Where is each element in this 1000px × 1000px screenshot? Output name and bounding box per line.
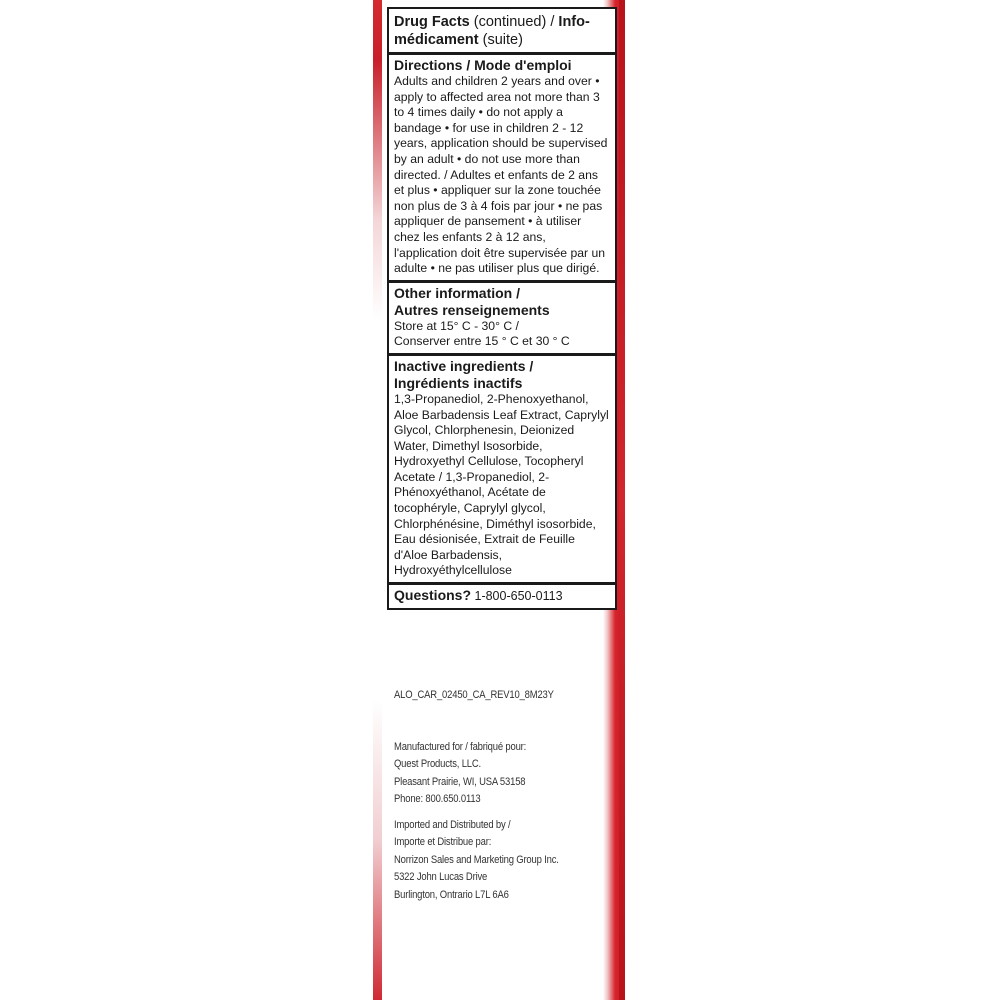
importer-line-4: 5322 John Lucas Drive <box>394 871 488 884</box>
title-bold-2: Info- <box>558 14 590 30</box>
title-normal: (continued) / <box>469 14 559 30</box>
panel-right-shade <box>619 0 625 1000</box>
panel-left-edge <box>373 0 382 1000</box>
lot-code: ALO_CAR_02450_CA_REV10_8M23Y <box>394 689 554 701</box>
manufacturer-block <box>394 739 583 809</box>
manufacturer-line-4: Phone: 800.650.0113 <box>394 793 481 806</box>
directions-text: Adults and children 2 years and over • apply to affected area not more than 3 to 4 times daily • do not apply a bandage • for use in children 2 - 12 years, application should be supervised by an adult • do not use more than directed. / Adultes et enfants de 2 ans et plus • appliquer sur la zone touchée non plus de 3 à 4 fois par jour • ne pas appliquer de pansement • à utiliser chez les enfants 2 à 12 ans, l'application doit être supervisée par un adulte • ne pas utiliser plus que dirigé. <box>394 74 608 276</box>
manufacturer-line-3: Pleasant Prairie, WI, USA 53158 <box>394 775 526 788</box>
drug-facts-box <box>387 7 617 610</box>
importer-line-3: Norrizon Sales and Marketing Group Inc. <box>394 853 559 866</box>
questions-heading: Questions? <box>394 587 472 604</box>
other-information-section <box>389 280 615 353</box>
drug-facts-title <box>389 9 615 52</box>
title-bold: Drug Facts <box>394 14 470 30</box>
inactive-ingredients-section <box>389 353 615 582</box>
importer-line-1: Imported and Distributed by / <box>394 819 511 831</box>
manufacturer-line-2: Quest Products, LLC. <box>394 758 482 771</box>
importer-line-5: Burlington, Ontrario L7L 6A6 <box>394 888 509 901</box>
storage-line-1: Store at 15° C - 30° C / <box>394 318 519 333</box>
inactive-heading-1: Inactive ingredients / <box>394 357 534 374</box>
importer-block <box>394 817 583 904</box>
storage-line-2: Conserver entre 15 ° C et 30 ° C <box>394 334 570 349</box>
other-info-heading-1: Other information / <box>394 284 520 301</box>
importer-line-2: Importe et Distribue par: <box>394 836 492 849</box>
other-info-heading-2: Autres renseignements <box>394 301 550 318</box>
manufacturer-line-1: Manufactured for / fabriqué pour: <box>394 741 527 753</box>
inactive-ingredients-text: 1,3-Propanediol, 2-Phenoxyethanol, Aloe Barbadensis Leaf Extract, Caprylyl Glycol, Chlorphenesin, Deionized Water, Dimethyl Isosorbide, Hydroxyethyl Cellulose, Tocopheryl Acetate / 1,3-Propanediol, 2-Phénoxyéthanol, Acétate de tocophéryle, Caprylyl glycol, Chlorphénésine, Diméthyl isosorbide, Eau désionisée, Extrait de Feuille d'Aloe Barbadensis, Hydroxyéthylcellulose <box>394 391 609 578</box>
directions-section <box>389 52 615 280</box>
directions-heading: Directions / Mode d'emploi <box>394 57 572 73</box>
questions-section <box>389 582 615 608</box>
title-line2-normal: (suite) <box>478 32 523 48</box>
title-line2-bold: médicament <box>394 32 479 48</box>
questions-phone: 1-800-650-0113 <box>471 589 563 604</box>
inactive-heading-2: Ingrédients inactifs <box>394 374 523 391</box>
